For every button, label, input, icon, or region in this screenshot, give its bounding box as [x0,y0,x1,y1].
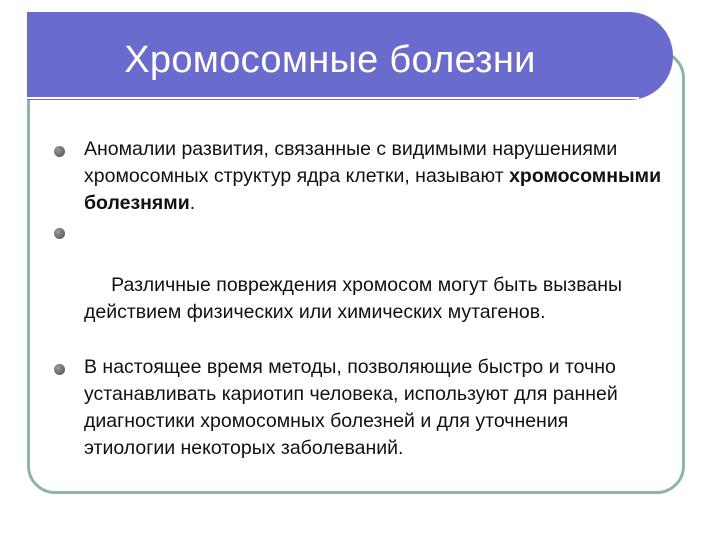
bullet-text: Различные повреждения хромосом могут быть вызваны действием физических или химических мутагенов. [84,274,628,324]
slide-title: Хромосомные болезни [124,39,536,81]
title-divider [27,97,639,99]
bullet-item [54,354,664,463]
bullet-item [54,218,664,354]
bullet-text: В настоящее время методы, позволяющие быстро и точно устанавливать кариотип человека, используют для ранней диагностики хромосомных болезней и для уточнения этиологии некоторых заболеваний. [84,355,618,460]
bullet-dot-icon [54,364,65,375]
bullet-item [54,136,664,218]
title-bar [27,12,673,100]
bullet-text: Аномалии развития, связанные с видимыми нарушениями хромосомных структур ядра клетки, называют [84,138,618,188]
bullet-bold-text: хромосомными болезнями [84,165,662,215]
bullet-dot-icon [54,146,65,157]
bullet-dot-icon [54,228,65,239]
bullet-text-end: . [189,192,196,215]
bullet-list [54,136,664,462]
